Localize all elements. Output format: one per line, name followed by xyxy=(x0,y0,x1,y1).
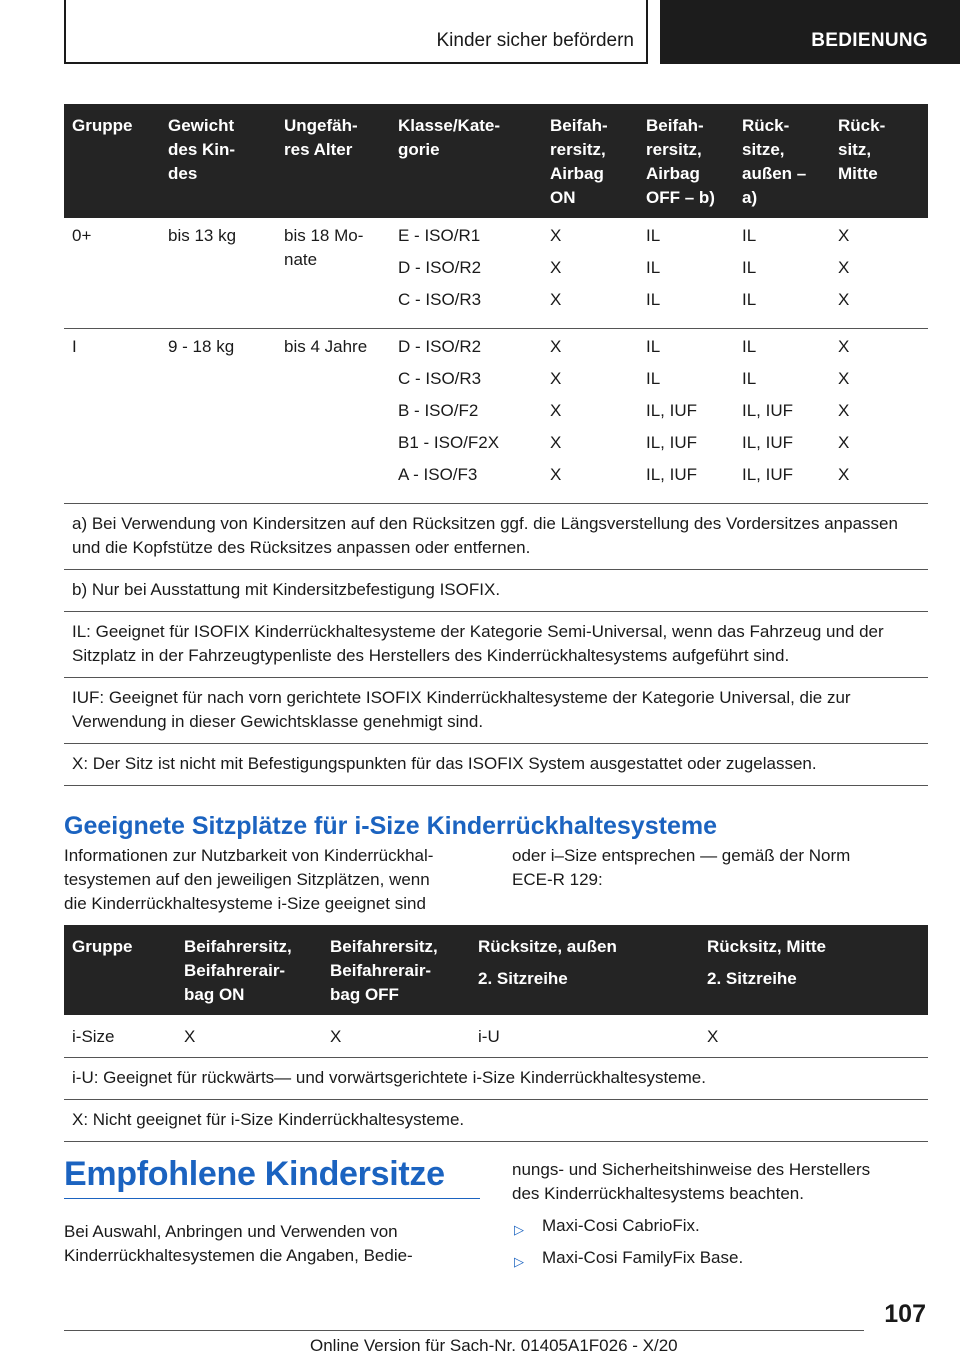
col-header-sub: 2. Sitzreihe xyxy=(478,969,568,988)
airbag-off-value: IL xyxy=(646,369,661,388)
airbag-off-value: IL xyxy=(646,290,661,309)
col-header-sub: 2. Sitzreihe xyxy=(707,969,797,988)
aussen-value: IL, IUF xyxy=(742,433,794,452)
aussen-value: IL xyxy=(742,258,757,277)
airbag-on-value: X xyxy=(550,433,562,452)
table-note-row xyxy=(64,1058,928,1100)
table-note-row xyxy=(64,1100,928,1142)
recommended-heading: Empfohlene Kindersitze xyxy=(64,1155,445,1193)
klasse-value: B - ISO/F2 xyxy=(398,401,479,420)
col-header: Rück- sitz, Mitte xyxy=(830,104,928,218)
section-title: Kinder sicher befördern xyxy=(436,30,634,51)
airbag-on-value: X xyxy=(550,290,562,309)
cell-aussen xyxy=(734,329,830,504)
table-row xyxy=(64,1015,928,1058)
airbag-on-value: X xyxy=(550,337,562,356)
klasse-value: B1 - ISO/F2X xyxy=(398,433,500,452)
cell-gruppe: I xyxy=(64,329,160,504)
cell-airbag-off xyxy=(638,218,734,329)
legend-il: IL: Geeignet für ISOFIX Kinderrückhaltesysteme der Kategorie Semi-Universal, wenn das Fahrzeug und der Sitzplatz in der Fahrzeugtypenliste des Herstellers des Kinderrückhaltesystems aufgeführt sind. xyxy=(64,612,928,678)
chapter-title: BEDIENUNG xyxy=(811,30,928,51)
cell-aussen xyxy=(734,218,830,329)
header-chapter-box xyxy=(660,0,960,64)
airbag-on-value: X xyxy=(550,226,562,245)
airbag-off-value: IL, IUF xyxy=(646,465,698,484)
col-header: Ungefäh- res Alter xyxy=(276,104,390,218)
airbag-on-value: X xyxy=(550,465,562,484)
klasse-value: A - ISO/F3 xyxy=(398,465,478,484)
legend-iuf: IUF: Geeignet für nach vorn gerichtete ISOFIX Kinderrückhaltesysteme der Kategorie Universal, die zur Verwendung in dieser Gewichtsklasse genehmigt sind. xyxy=(64,678,928,744)
cell-klasse xyxy=(390,218,542,329)
klasse-value: C - ISO/R3 xyxy=(398,290,482,309)
isofix-table xyxy=(64,104,928,786)
mitte-value: X xyxy=(838,258,850,277)
footnote-a: a) Bei Verwendung von Kindersitzen auf den Rücksitzen ggf. die Längsverstellung des Vordersitzes anpassen und die Kopfstütze des Rücksitzes anpassen oder entfernen. xyxy=(64,504,928,570)
triangle-bullet-icon: ▷ xyxy=(514,1254,524,1269)
cell-airbag-on xyxy=(542,329,638,504)
col-header: Beifah- rersitz, Airbag ON xyxy=(542,104,638,218)
aussen-value: IL xyxy=(742,226,757,245)
aussen-value: IL xyxy=(742,290,757,309)
page-number: 107 xyxy=(884,1300,926,1328)
footnote-b: b) Nur bei Ausstattung mit Kindersitzbefestigung ISOFIX. xyxy=(64,570,928,612)
recommended-list xyxy=(512,1214,743,1278)
isize-paragraph-left: Informationen zur Nutzbarkeit von Kinderrückhal- tesystemen auf den jeweiligen Sitzplätzen, wenn die Kinderrückhaltesysteme i-Size geeignet sind xyxy=(64,846,434,913)
isize-heading: Geeignete Sitzplätze für i-Size Kinderrückhaltesysteme xyxy=(64,812,717,840)
col-header: Gewicht des Kin- des xyxy=(160,104,276,218)
mitte-value: X xyxy=(838,226,850,245)
table-header-row xyxy=(64,104,928,218)
cell-airbag-off xyxy=(638,329,734,504)
mitte-value: X xyxy=(838,369,850,388)
airbag-off-value: IL, IUF xyxy=(646,433,698,452)
mitte-value: X xyxy=(838,337,850,356)
cell-mitte xyxy=(830,329,928,504)
mitte-value: X xyxy=(838,433,850,452)
table-note-row xyxy=(64,504,928,570)
legend-x: X: Nicht geeignet für i-Size Kinderrückhaltesysteme. xyxy=(64,1100,928,1142)
aussen-value: IL xyxy=(742,369,757,388)
table-note-row xyxy=(64,744,928,786)
airbag-off-value: IL, IUF xyxy=(646,401,698,420)
legend-iu: i-U: Geeignet für rückwärts— und vorwärtsgerichtete i-Size Kinderrückhaltesysteme. xyxy=(64,1058,928,1100)
recommended-paragraph-right: nungs- und Sicherheitshinweise des Herstellers des Kinderrückhaltesystems beachten. xyxy=(512,1160,871,1203)
table-header-row xyxy=(64,925,928,1015)
klasse-value: E - ISO/R1 xyxy=(398,226,481,245)
cell-aussen: i-U xyxy=(470,1015,699,1058)
cell-gewicht: bis 13 kg xyxy=(160,218,276,329)
aussen-value: IL xyxy=(742,337,757,356)
col-header: Rück- sitze, außen – a) xyxy=(734,104,830,218)
mitte-value: X xyxy=(838,401,850,420)
legend-x: X: Der Sitz ist nicht mit Befestigungspunkten für das ISOFIX System ausgestattet oder zugelassen. xyxy=(64,744,928,786)
cell-alter: bis 18 Mo- nate xyxy=(276,218,390,329)
cell-gruppe: i-Size xyxy=(64,1015,176,1058)
list-item-label: Maxi-Cosi CabrioFix. xyxy=(542,1216,700,1235)
list-item-label: Maxi-Cosi FamilyFix Base. xyxy=(542,1248,744,1267)
cell-beifahrer-off: X xyxy=(322,1015,470,1058)
klasse-value: D - ISO/R2 xyxy=(398,337,482,356)
airbag-on-value: X xyxy=(550,258,562,277)
col-header-main: Rücksitz, Mitte xyxy=(707,937,827,956)
col-header-main: Rücksitze, außen xyxy=(478,937,617,956)
table-row xyxy=(64,329,928,504)
list-item xyxy=(512,1214,743,1246)
col-header: Beifahrersitz, Beifahrerair- bag ON xyxy=(176,925,322,1015)
col-header: Beifah- rersitz, Airbag OFF – b) xyxy=(638,104,734,218)
airbag-off-value: IL xyxy=(646,337,661,356)
airbag-on-value: X xyxy=(550,401,562,420)
mitte-value: X xyxy=(838,465,850,484)
klasse-value: C - ISO/R3 xyxy=(398,369,482,388)
airbag-on-value: X xyxy=(550,369,562,388)
col-header xyxy=(470,925,699,1015)
triangle-bullet-icon: ▷ xyxy=(514,1222,524,1237)
col-header: Gruppe xyxy=(64,925,176,1015)
klasse-value: D - ISO/R2 xyxy=(398,258,482,277)
header-section-box xyxy=(64,0,648,64)
cell-alter: bis 4 Jahre xyxy=(276,329,390,504)
airbag-off-value: IL xyxy=(646,226,661,245)
col-header: Gruppe xyxy=(64,104,160,218)
cell-gruppe: 0+ xyxy=(64,218,160,329)
mitte-value: X xyxy=(838,290,850,309)
airbag-off-value: IL xyxy=(646,258,661,277)
table-note-row xyxy=(64,612,928,678)
isize-table xyxy=(64,925,928,1142)
table-row xyxy=(64,218,928,329)
aussen-value: IL, IUF xyxy=(742,401,794,420)
heading-underline xyxy=(64,1198,480,1199)
list-item xyxy=(512,1246,743,1278)
footer-text: Online Version für Sach-Nr. 01405A1F026 - X/20 xyxy=(310,1336,678,1355)
footer-divider xyxy=(64,1330,864,1331)
col-header: Klasse/Kate- gorie xyxy=(390,104,542,218)
aussen-value: IL, IUF xyxy=(742,465,794,484)
recommended-paragraph-left: Bei Auswahl, Anbringen und Verwenden von Kinderrückhaltesystemen die Angaben, Bedie- xyxy=(64,1222,413,1265)
table-note-row xyxy=(64,678,928,744)
cell-klasse xyxy=(390,329,542,504)
cell-mitte: X xyxy=(699,1015,928,1058)
cell-beifahrer-on: X xyxy=(176,1015,322,1058)
cell-mitte xyxy=(830,218,928,329)
table-note-row xyxy=(64,570,928,612)
cell-airbag-on xyxy=(542,218,638,329)
cell-gewicht: 9 - 18 kg xyxy=(160,329,276,504)
col-header xyxy=(699,925,928,1015)
isize-paragraph-right: oder i–Size entsprechen — gemäß der Norm ECE-R 129: xyxy=(512,846,851,889)
col-header: Beifahrersitz, Beifahrerair- bag OFF xyxy=(322,925,470,1015)
